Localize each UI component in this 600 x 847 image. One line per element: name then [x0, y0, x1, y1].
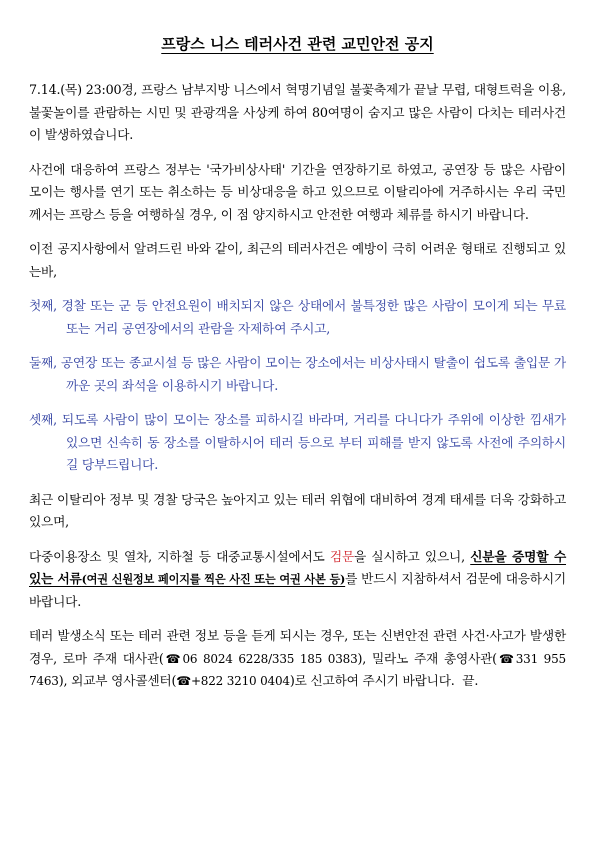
checkpoint-lead-text: 다중이용장소 및 열차, 지하철 등 대중교통시설에서도 [29, 548, 330, 564]
contacts-mid-text: ), 밀라노 주재 총영사관( [357, 650, 497, 666]
paragraph-checkpoint [29, 546, 566, 614]
list-item-label: 둘째, [29, 355, 57, 370]
paragraph-incident: 7.14.(목) 23:00경, 프랑스 남부지방 니스에서 혁명기념일 불꽃축제가 끝날 무렵, 대형트럭을 이용, 불꽃놀이를 관람하는 시민 및 관광객을 사상케 하여 80여명이 숨지고 많은 사람이 다치는 테러사건이 발생하였습니다. [29, 82, 566, 142]
page-title [29, 0, 566, 54]
paragraph-italy-security: 최근 이탈리아 정부 및 경찰 당국은 높아지고 있는 테러 위협에 대비하여 경계 태세를 더욱 강화하고 있으며, [29, 491, 566, 529]
list-item-text: 공연장 또는 종교시설 등 많은 사람이 모이는 장소에서는 비상사태시 탈출이 쉽도록 출입문 가까운 곳의 좌석을 이용하시기 바랍니다. [60, 355, 566, 393]
list-item [29, 409, 566, 477]
consulate-milan-phone: ☎331 955 7463 [29, 651, 566, 688]
paragraph-contacts [29, 625, 566, 693]
checkpoint-highlight: 검문 [329, 548, 355, 564]
paragraph-government-response: 사건에 대응하여 프랑스 정부는 '국가비상사태' 기간을 연장하기로 하였고, 공연장 등 많은 사람이 모이는 행사를 연기 또는 취소하는 등 비상대응을 하고 있으므로 이탈리아에 거주하시는 우리 국민께서는 프랑스 등을 여행하실 경우, 이 점 양지하시고 안전한 여행과 체류를 하시기 바랍니다. [29, 161, 566, 222]
id-document-examples: (여권 신원정보 페이지를 찍은 사진 또는 여권 사본 등) [81, 572, 346, 586]
contacts-lead-text: 테러 발생소식 또는 테러 관련 정보 등을 듣게 되시는 경우, 또는 신변안전 관련 사건·사고가 발생한 경우, 로마 주재 대사관( [29, 628, 566, 666]
list-item [29, 295, 566, 340]
checkpoint-tail-text: 를 반드시 지참하셔서 검문에 대응하시기 바랍니다. [29, 571, 566, 609]
embassy-rome-phone: ☎06 8024 6228/335 185 0383 [163, 651, 358, 666]
list-item-label: 셋째, [29, 412, 57, 427]
notice-body [29, 79, 566, 693]
paragraph-terror-trend: 이전 공지사항에서 알려드린 바와 같이, 최근의 테러사건은 예방이 극히 어려운 형태로 진행되고 있는바, [29, 241, 566, 279]
list-item-label: 첫째, [29, 298, 57, 313]
contacts-mid-text-2: ), 외교부 영사콜센터( [58, 673, 177, 688]
id-document-text: 신분을 증명할 수 있는 서류 [29, 548, 567, 586]
title-text: 프랑스 니스 테러사건 관련 교민안전 공지 [161, 35, 434, 53]
list-item-text: 경찰 또는 군 등 안전요원이 배치되지 않은 상태에서 불특정한 많은 사람이 모이게 되는 무료 또는 거리 공연장에서의 관람을 자제하여 주시고, [61, 298, 566, 336]
contacts-tail-text: )로 신고하여 주시기 바랍니다. [289, 673, 455, 688]
checkpoint-mid-text: 을 실시하고 있으니, [354, 548, 471, 564]
list-item [29, 352, 566, 397]
end-mark: 끝. [462, 673, 479, 688]
consular-call-center-phone: ☎+822 3210 0404 [176, 674, 290, 688]
list-item-text: 되도록 사람이 많이 모이는 장소를 피하시길 바라며, 거리를 다니다가 주위에 이상한 낌새가 있으면 신속히 동 장소를 이탈하시어 테러 등으로 부터 피해를 받지 않도록 사전에 주의하시길 당부드립니다. [61, 412, 566, 472]
